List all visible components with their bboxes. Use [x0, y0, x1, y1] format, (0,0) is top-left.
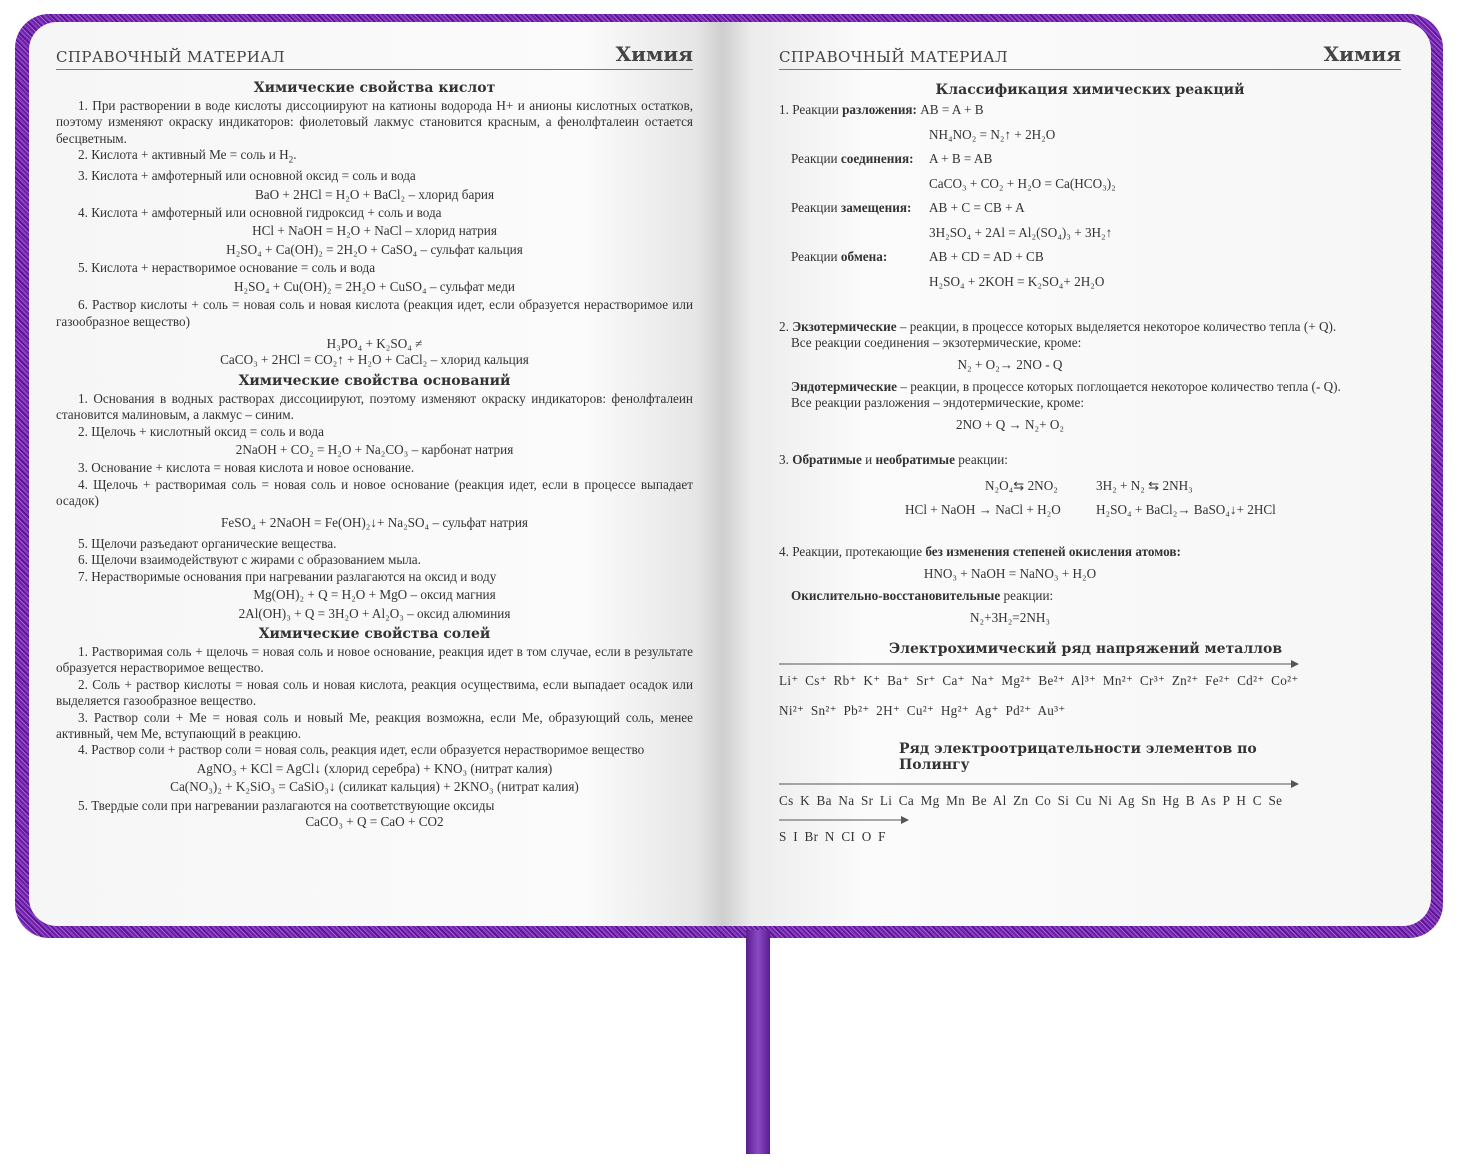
classification-title: Классификация химических реакций: [935, 82, 1245, 98]
equation: H₂SO₄ + BaCl₂→ BaSO₄↓+ 2HCl: [1096, 501, 1276, 517]
bases-section: [56, 373, 693, 622]
equation: 2Al(OH)₃ + Q = 3H₂O + Al₂O₃ – оксид алюминия: [238, 605, 511, 621]
running-head: СПРАВОЧНЫЙ МАТЕРИАЛ: [779, 48, 1008, 66]
right-page-header: [779, 42, 1401, 70]
acids-p5: 5. Кислота + нерастворимое основание = соль и вода: [78, 260, 376, 276]
oxidation-block: [779, 544, 1401, 627]
equation: AgNO₃ + KCl = AgCl↓ (хлорид серебра) + KNO₃ (нитрат калия): [196, 760, 553, 776]
r2-label: Реакции соединения:: [791, 151, 914, 166]
equation: HNO₃ + NaOH = NaNO₃ + H₂O: [923, 565, 1097, 581]
salts-p2: 2. Соль + раствор кислоты = новая соль и новая кислота, реакция осуществима, если выпадает осадок или выделяется газообразное вещество.: [56, 676, 693, 709]
reversible-block: [779, 452, 1401, 524]
equation: N₂+3H₂=2NH₃: [970, 610, 1050, 626]
salts-p3: 3. Раствор соли + Ме = новая соль и новый Ме, реакция возможна, если Ме, образующий соль, менее активный, чем Ме, вступающий в реакцию.: [56, 709, 693, 742]
reversible-equations: [779, 474, 1401, 524]
equation: AB + C = CB + A: [929, 200, 1025, 215]
equation: FeSO₄ + 2NaOH = Fe(OH)₂↓+ Na₂SO₄ – сульфат натрия: [221, 514, 528, 530]
equation: AB + CD = AD + CB: [929, 249, 1044, 264]
left-page: [29, 22, 723, 926]
equation: N₂O₄⇆ 2NO₂: [985, 477, 1058, 493]
equation: 3H₂SO₄ + 2Al = Al₂(SO₄)₃ + 3H₂↑: [929, 225, 1113, 240]
equation: 3H₂ + N₂ ⇆ 2NH₃: [1096, 477, 1193, 493]
reversible-line: 3. Обратимые и необратимые реакции:: [779, 451, 1008, 467]
series-line-1: Li⁺ Cs⁺ Rb⁺ K⁺ Ba⁺ Sr⁺ Ca⁺ Na⁺ Mg²⁺ Be²⁺ Al³⁺ Mn²⁺ Cr³⁺ Zn²⁺ Fe²⁺ Cd²⁺ Co²⁺: [779, 672, 1299, 688]
running-head: СПРАВОЧНЫЙ МАТЕРИАЛ: [56, 48, 285, 66]
redox-line: Окислительно-восстановительные реакции:: [791, 588, 1054, 604]
endo-line2: Все реакции разложения – эндотермические, кроме:: [791, 395, 1085, 411]
equation: CaCO₃ + Q = CaO + CO2: [305, 814, 444, 830]
bases-p1: 1. Основания в водных растворах диссоциируют, поэтому изменяют окраску индикаторов: фенолфталеин становится малиновым, а лакмус – синим.: [56, 390, 693, 423]
equation: CaCO₃ + 2HCl = CO₂↑ + H₂O + CaCl₂ – хлорид кальция: [220, 352, 529, 368]
salts-section: [56, 626, 693, 830]
pauling-line-1: Cs K Ba Na Sr Li Ca Mg Mn Be Al Zn Co Si Cu Ni Ag Sn Hg B As P H C Se: [779, 792, 1283, 808]
r1-label: 1. Реакции разложения: AB = A + B: [779, 102, 984, 117]
pauling-series: [779, 741, 1299, 845]
electrochemical-series: [779, 641, 1299, 719]
salts-p1: 1. Растворимая соль + щелочь = новая соль и новое основание, реакция идет в том случае, если в результате образуется нерастворимое вещество.: [56, 644, 693, 676]
pauling-line-2: S I Br N CI O F: [779, 828, 886, 844]
acids-section: [56, 80, 693, 369]
left-page-header: [56, 42, 693, 70]
acids-p1: 1. При растворении в воде кислоты диссоциируют на катионы водорода H+ и анионы кислотных остатков, поэтому изменяют окраску индикаторов: фиолетовый лакмус становится красным, а фенолфталеин остается бесцветным.: [56, 98, 693, 146]
section-title-salts: Химические свойства солей: [258, 626, 491, 643]
equation: H₂SO₄ + 2KOH = K₂SO₄+ 2H₂O: [929, 274, 1105, 289]
equation: 2NO + Q → N₂+ O₂: [956, 417, 1064, 433]
r4-label: Реакции обмена:: [791, 249, 888, 264]
salts-p4: 4. Раствор соли + раствор соли = новая соль, реакция идет, если образуется нерастворимое вещество: [78, 742, 645, 758]
equation: NH₄NO₂ = N₂↑ + 2H₂O: [929, 127, 1056, 142]
bases-p3: 3. Основание + кислота = новая кислота и новое основание.: [78, 460, 415, 476]
pauling-arrow-1: [779, 779, 1299, 789]
series-line-2: Ni²⁺ Sn²⁺ Pb²⁺ 2H⁺ Cu²⁺ Hg²⁺ Ag⁺ Pd²⁺ Au³⁺: [779, 702, 1066, 718]
pauling-title: Ряд электроотрицательности элементов по Полингу: [899, 740, 1257, 773]
equation: A + B = AB: [929, 151, 993, 166]
r3-label: Реакции замещения:: [791, 200, 912, 215]
acids-p2: 2. Кислота + активный Ме = соль и $H_2$.: [78, 147, 297, 165]
equation: HCl + NaOH → NaCl + H₂O: [905, 501, 1061, 517]
equation: Mg(OH)₂ + Q = H₂O + MgO – оксид магния: [253, 587, 496, 603]
bases-p7: 7. Нерастворимые основания при нагревании разлагаются на оксид и воду: [78, 568, 497, 584]
oxidation-line: 4. Реакции, протекающие без изменения степеней окисления атомов:: [779, 543, 1181, 559]
bases-p6: 6. Щелочи взаимодействуют с жирами с образованием мыла.: [78, 552, 421, 568]
equation: H₃PO₄ + K₂SO₄ ≠: [326, 335, 423, 351]
bases-p4: 4. Щелочь + растворимая соль = новая соль и новое основание (реакция идет, если в процессе выпадает осадок): [56, 476, 693, 509]
section-title-bases: Химические свойства оснований: [238, 372, 511, 389]
right-page: [723, 22, 1431, 926]
equation: Ca(NO₃)₂ + K₂SiO₃ = CaSiO₃↓ (силикат кальция) + 2KNO₃ (нитрат калия): [170, 779, 579, 795]
salts-p5: 5. Твердые соли при нагревании разлагаются на соответствующие оксиды: [78, 797, 495, 813]
acids-p3: 3. Кислота + амфотерный или основной оксид = соль и вода: [78, 168, 416, 184]
series-title: Электрохимический ряд напряжений металлов: [889, 640, 1283, 657]
subject-title: Химия: [1323, 42, 1401, 66]
equation: BaO + 2HCl = H₂O + BaCl₂ – хлорид бария: [254, 186, 495, 202]
equation: 2NaOH + CO₂ = H₂O + Na₂CO₃ – карбонат натрия: [235, 441, 514, 457]
section-title-acids: Химические свойства кислот: [253, 80, 496, 96]
exo-line2: Все реакции соединения – экзотермические, кроме:: [791, 335, 1082, 350]
equation: HCl + NaOH = H₂O + NaCl – хлорид натрия: [252, 223, 497, 239]
endo-line: Эндотермические – реакции, в процессе которых поглощается некоторое количество тепла (- Q).: [791, 379, 1341, 395]
pauling-arrow-2: [779, 815, 1299, 825]
equation: CaCO₃ + CO₂ + H₂O = Ca(HCO₃)₂: [929, 176, 1116, 191]
bookmark-ribbon: [746, 930, 770, 1154]
exo-endo-block: [779, 319, 1401, 434]
bases-p2: 2. Щелочь + кислотный оксид = соль и вода: [78, 423, 324, 439]
acids-p4: 4. Кислота + амфотерный или основной гидроксид + соль и вода: [78, 205, 442, 221]
subject-title: Химия: [615, 42, 693, 66]
series-arrow: [779, 659, 1299, 669]
acids-p6: 6. Раствор кислоты + соль = новая соль и новая кислота (реакция идет, если образуется нерастворимое или газообразное вещество): [56, 297, 693, 329]
reaction-types: [779, 100, 1401, 305]
bases-p5: 5. Щелочи разъедают органические вещества.: [78, 535, 337, 551]
equation: H₂SO₄ + Cu(OH)₂ = 2H₂O + CuSO₄ – сульфат меди: [234, 278, 515, 294]
equation: N₂ + O₂→ 2NO - Q: [957, 357, 1063, 372]
equation: H₂SO₄ + Ca(OH)₂ = 2H₂O + CaSO₄ – сульфат кальция: [226, 241, 523, 257]
exo-line: 2. Экзотермические – реакции, в процессе которых выделяется некоторое количество тепла (+ Q).: [779, 319, 1337, 334]
